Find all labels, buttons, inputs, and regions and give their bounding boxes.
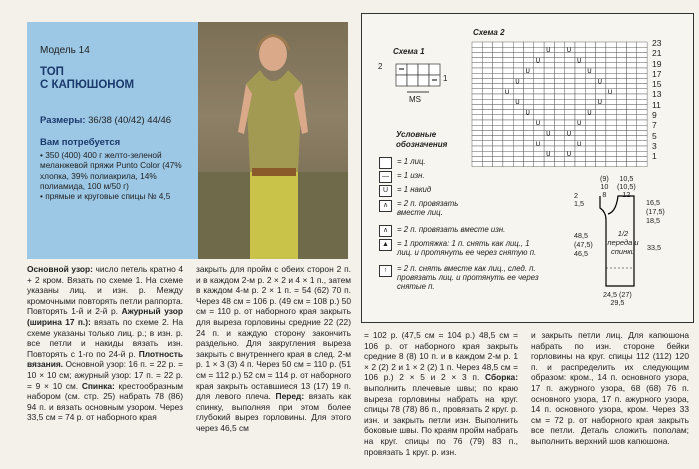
pattern-top-right: 10,5 (10,5) 12 [617,174,636,199]
svg-text:U: U [566,151,572,159]
text-column-1 [27,264,183,423]
legend-title: Условные обозначения [396,130,448,149]
knit-icon [379,157,392,169]
svg-text:U: U [587,68,592,75]
svg-text:U: U [515,78,520,86]
svg-text:U: U [566,47,572,55]
k2tog-icon: ∧ [379,200,392,212]
svg-text:U: U [515,99,520,107]
svg-text:U: U [546,151,551,159]
svg-text:U: U [577,140,582,148]
materials-heading: Вам потребуется [40,137,121,148]
ms-label: MS [409,95,421,104]
pattern-heading: Основной узор: [27,264,93,274]
front-continued-text: = 102 р. (47,5 см = 104 р.) 48,5 см = 106 р. от наборного края закрыть средние 8 (8) 10 п. и в каждом 2-м р. 1 × 2 (2) 2 и 1 × 2 (2) 1 п. Через 48,5 см = 106 р.) 2 × 5 и 2 × 3 п. [364,330,518,383]
legend-double-dec: = 2 п. снять вместе как лиц., след. п. провязать лиц. и протянуть ее через снятые п. [397,264,539,291]
model-number: Модель 14 [40,45,90,56]
svg-text:U: U [597,99,603,107]
s1-row-2: 2 [378,62,383,71]
scheme-2-title: Схема 2 [473,28,505,37]
lace-text: вязать по схеме 2. На схеме указаны только лиц. р.; в изн. р. все петли и накиды вязать изн. Повторять с 1-го по 24-й р. [27,316,183,359]
svg-text:U: U [504,88,510,96]
svg-text:U: U [546,47,551,55]
legend-purl: = 1 изн. [397,171,425,180]
title-line-1: ТОП [40,66,64,78]
legend-yarn-over: = 1 накид [397,185,432,194]
pattern-left-top: 2 1,5 [574,191,584,208]
double-dec-icon: ↑ [379,265,392,277]
svg-text:U: U [566,130,572,138]
back-text: крестообразным набором (см. стр. 25) набрать 78 (86) 94 п. и вязать основным узором. Через 33,5 см = 74 р. от наборного края [27,380,184,423]
ssk-icon: ▲ [379,239,392,251]
purl-icon: — [379,171,392,183]
page-title [40,66,134,92]
p2tog-icon: ∧ [379,225,392,237]
legend-p2tog: = 2 п. провязать вместе изн. [397,225,506,234]
pattern-top-left: (9) 10 8 [600,174,609,199]
yarn-over-icon: U [379,185,392,197]
pattern-piece-label: 1/2 переда и спинки [607,229,639,256]
text-column-2 [196,264,351,434]
svg-text:U: U [597,78,603,86]
text-column-4 [531,330,689,447]
pattern-right-top: 16,5 (17,5) 18,5 [646,198,665,225]
assembly-heading: Сборка: [485,372,518,383]
back-continued-text: закрыть для пройм с обеих сторон 2 п. и в каждом 2-м р. 2 × 2 и 4 × 1 п., затем в каждом 4-м р. 2 × 1 п. = 54 (62) 70 п. Через 48 см = 106 р. (49 см = 108 р.) 50 см = 110 р. от наборного края закрыть для выреза горловины средние 22 (22) 24 п. и каждую сторону закончить раздельно. Для закругления выреза закрыть с внутреннего края в след. 2-м р. 1 × 3 (3) 4 п. Через 50 см = 110 р. (51 см = 112 р.) 52 см = 114 р. от наборного края закрыть оставшиеся 13 (17) 19 п. для левого плеча. [196,264,351,402]
legend-knit: = 1 лиц. [397,157,426,166]
gauge-text: Основной узор: 16 п. = 22 р. = 10 × 10 см; ажурный узор: 17 п. = 22 р. = 9 × 10 см. [27,359,183,391]
scheme-1-title: Схема 1 [393,47,425,56]
lace-heading: Ажурный узор (ширина 17 п.): [27,306,183,327]
svg-text:U: U [577,120,582,127]
assembly-text: выполнить плечевые швы; по краю выреза горловины набрать на круг. спицы 78 (78) 86 п., провязать 2 круг. р. изн. и закрыть петли изн. Выполнить боковые швы. По краям пройм набрать на круг. спицы по 76 (79) 83 п., провязать 1 круг. р. изн. [364,382,518,457]
yarn-item: • 350 (400) 400 г желто-зеленой меланжевой пряжи Punto Color (47% хлопка, 39% полиакрила, 14% полиамида, 100 м/50 г) [40,150,182,191]
sizes-label: Размеры: [40,115,86,126]
front-text: вязать как спинку, выполняя при этом более глубокий вырез горловины. Для этого через 46,5 см [196,391,352,433]
pattern-text: число петель кратно 4 + 2 кром. Вязать по схеме 1. На схеме указаны лиц. и изн. р. Между кромочными повторять петли раппорта. Повторять 1-й и 2-й р. [27,264,183,317]
text-column-3 [364,330,518,457]
front-heading: Перед: [275,391,305,402]
sizes [40,115,171,126]
scheme-2-row-numbers: 23 21 19 17 15 13 11 9 7 5 3 1 [652,38,662,162]
hood-text: и закрыть петли лиц. Для капюшона набрать по изн. стороне бейки горловины на круг. спицы 112 (112) 120 п. и распределить их следующим образом: кром., 14 п. основного узора, 17 п. ажурного узора, 68 (68) 76 п. основного узора, 17 п. ажурного узора, 14 п. основного узора, кром. Через 33 см = 72 р. от наборного края закрыть все петли. Деталь сложить пополам; выполнить верхний шов капюшона. [531,330,689,446]
sizes-value: 36/38 (40/42) 44/46 [88,115,172,126]
svg-text:U: U [535,120,541,127]
s1-row-1: 1 [443,74,448,83]
scheme-2-chart [470,40,650,168]
svg-text:U: U [525,109,530,117]
model-photo [198,22,348,259]
pattern-bottom-width: 24,5 (27) 29,5 [603,290,632,307]
legend-k2tog: = 2 п. провязать вместе лиц. [397,199,459,217]
pattern-left-height: 48,5 (47,5) 46,5 [574,231,593,258]
svg-text:U: U [535,57,541,65]
svg-text:U: U [535,140,541,148]
model-figure [198,22,348,259]
svg-text:U: U [546,130,551,138]
legend-ssk: = 1 протяжка: 1 п. снять как лиц., 1 лиц. и протянуть ее через снятую п. [397,239,537,257]
pattern-right-height: 33,5 [647,243,661,252]
svg-text:U: U [587,109,592,117]
needles-item: • прямые и круговые спицы № 4,5 [40,191,171,202]
gauge-heading: Плотность вязания. [27,348,183,370]
svg-text:U: U [607,88,613,96]
svg-text:U: U [525,68,530,75]
svg-text:U: U [577,57,582,65]
back-heading: Спинка: [81,380,115,391]
materials-list [40,150,195,201]
title-line-2: С КАПЮШОНОМ [40,79,135,91]
